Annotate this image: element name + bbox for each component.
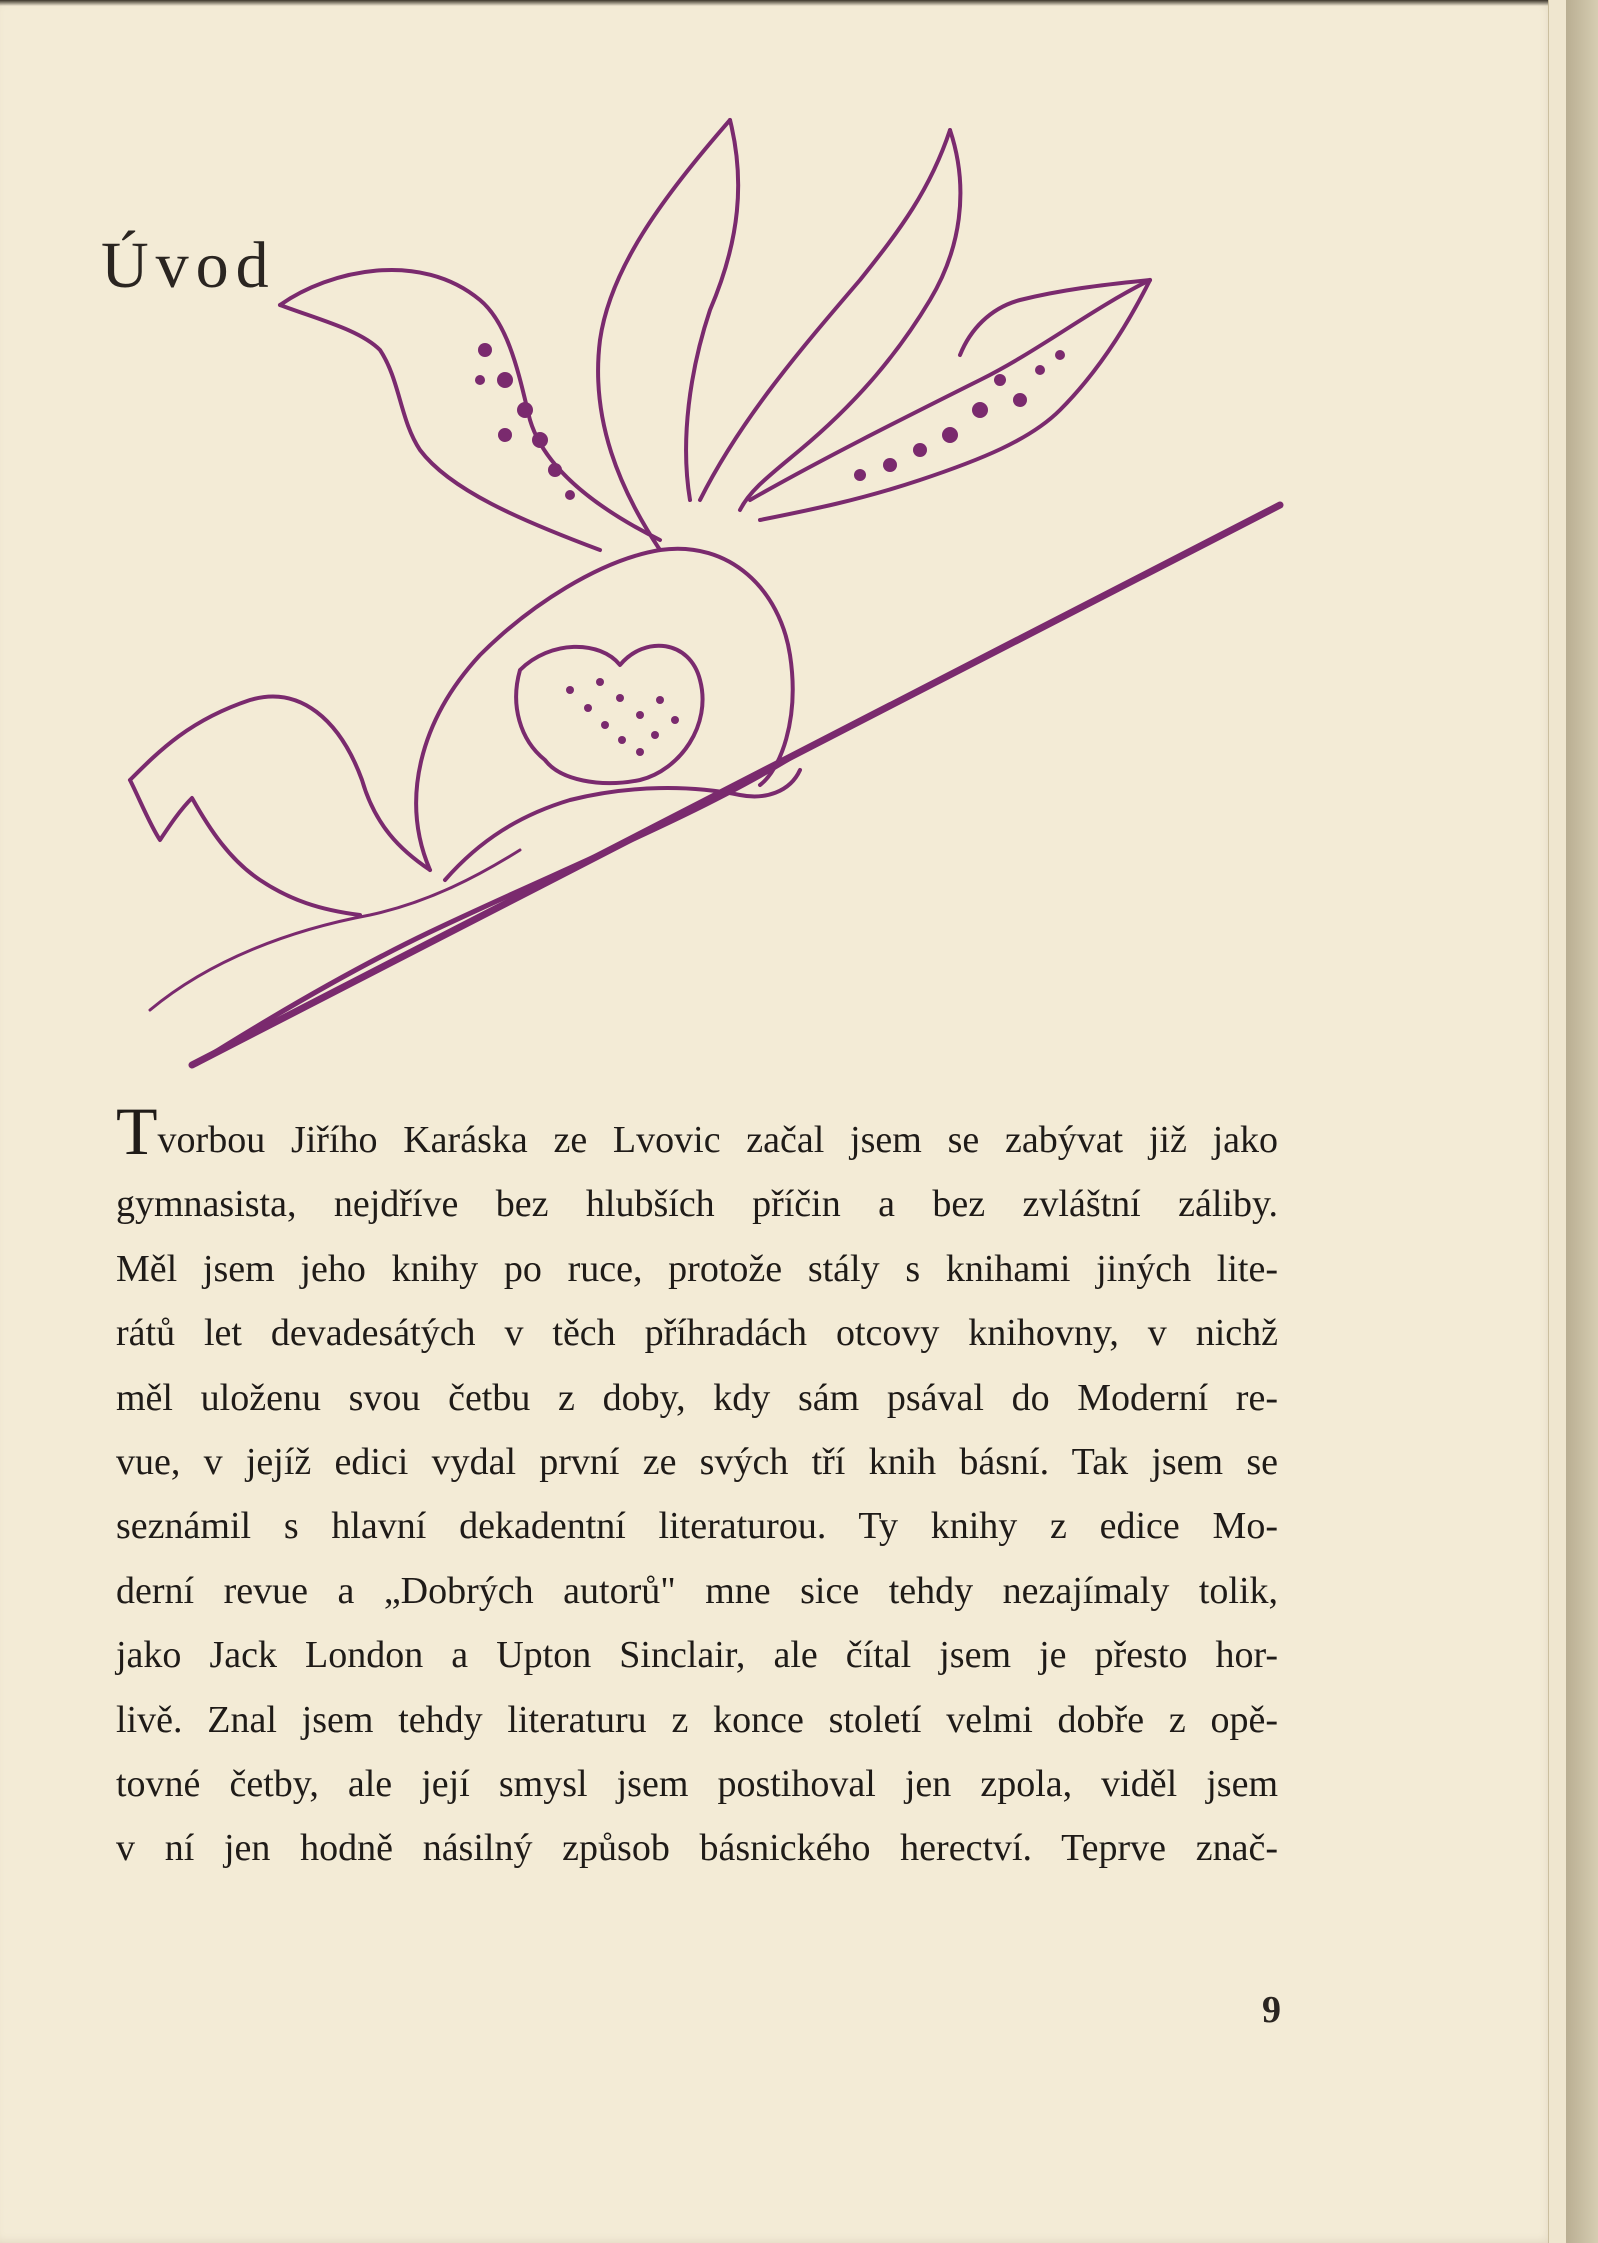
page-deckle-edge <box>1548 0 1567 2243</box>
chapter-heading: Úvod <box>101 229 276 302</box>
page-top-shadow <box>0 0 1556 6</box>
text-line: gymnasista, nejdříve bez hlubších příčin a bez zvláštní záliby. <box>116 1183 1278 1226</box>
body-text <box>116 1093 1278 1881</box>
text-line: seznámil s hlavní dekadentní literaturou. Ty knihy z edice Mo- <box>116 1505 1278 1548</box>
orchid-illustration-icon <box>100 80 1290 1070</box>
text-line: vue, v jejíž edici vydal první ze svých tří knih básní. Tak jsem se <box>116 1440 1278 1483</box>
page-number: 9 <box>1262 1989 1281 2031</box>
page-edge-shadow <box>1566 0 1598 2243</box>
text-line: Tvorbou Jiřího Karáska ze Lvovic začal jsem se zabývat již jako <box>116 1093 1278 1169</box>
drop-cap: T <box>116 1093 158 1169</box>
text-line: tovné četby, ale její smysl jsem postihoval jen zpola, viděl jsem <box>116 1762 1278 1805</box>
text-line: Měl jsem jeho knihy po ruce, protože stály s knihami jiných lite- <box>116 1247 1278 1290</box>
text-line: měl uloženu svou četbu z doby, kdy sám psával do Moderní re- <box>116 1376 1278 1419</box>
text-line: derní revue a „Dobrých autorů" mne sice tehdy nezajímaly tolik, <box>116 1569 1278 1612</box>
text-line: v ní jen hodně násilný způsob básnického herectví. Teprve znač- <box>116 1827 1278 1870</box>
text-line: livě. Znal jsem tehdy literaturu z konce století velmi dobře z opě- <box>116 1698 1278 1741</box>
text-line: rátů let devadesátých v těch příhradách otcovy knihovny, v nichž <box>116 1312 1278 1355</box>
text-line: jako Jack London a Upton Sinclair, ale čítal jsem je přesto hor- <box>116 1634 1278 1677</box>
